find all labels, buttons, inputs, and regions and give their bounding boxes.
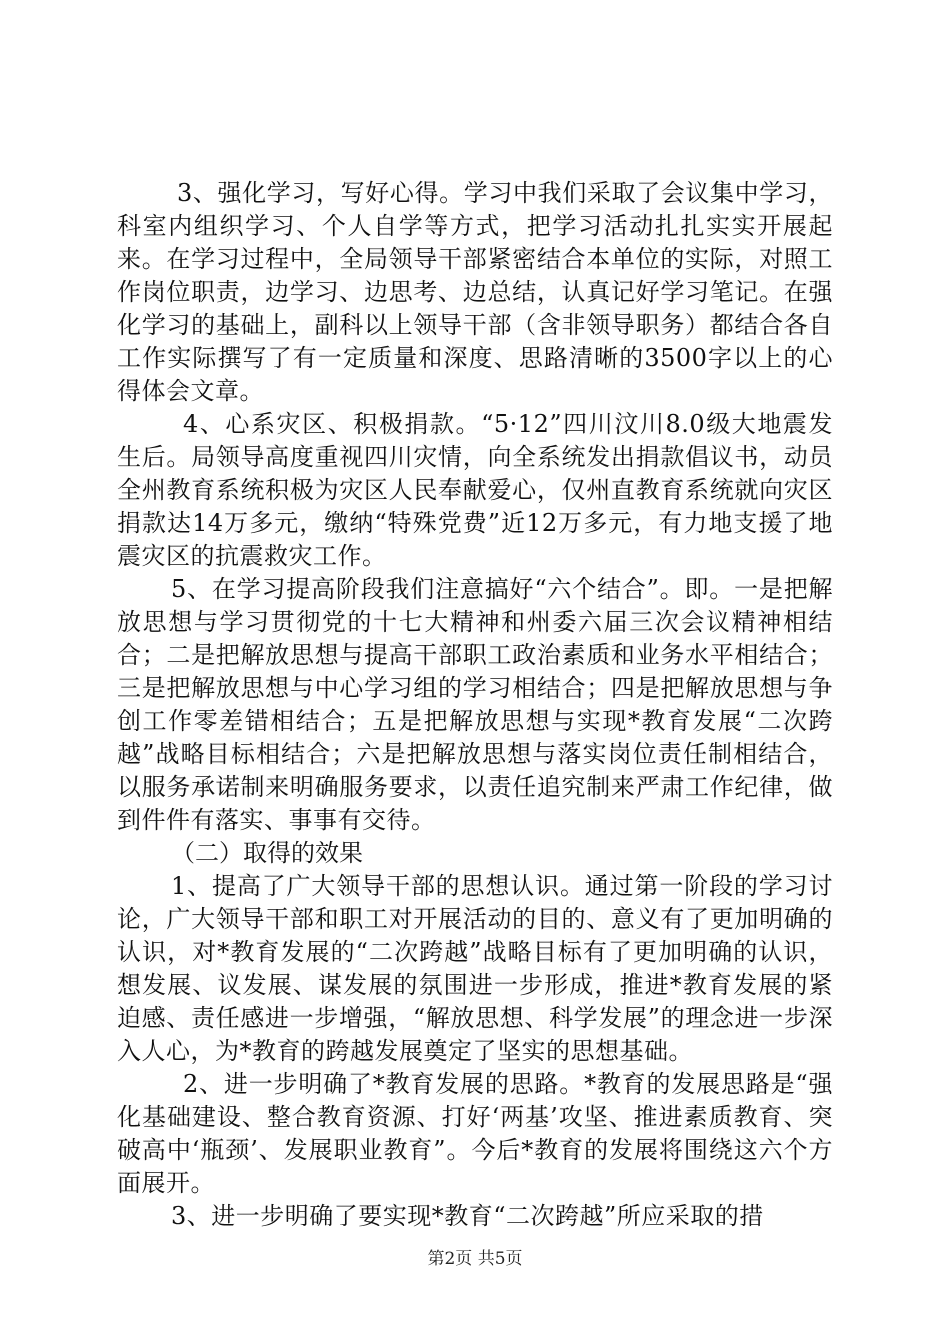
paragraph-strengthen-study: 3、强化学习，写好心得。学习中我们采取了会议集中学习，科室内组织学习、个人自学等方式，把学习活动扎扎实实开展起来。在学习过程中，全局领导干部紧密结合本单位的实际，对照工作岗位职责，边学习、边思考、边总结，认真记好学习笔记。在强化学习的基础上，副科以上领导干部（含非领导职务）都结合各自工作实际撰写了有一定质量和深度、思路清晰的3500字以上的心得体会文章。 [117,179,833,405]
paragraph-six-combinations: 5、在学习提高阶段我们注意搞好“六个结合”。即。一是把解放思想与学习贯彻党的十七大精神和州委六届三次会议精神相结合；二是把解放思想与提高干部职工政治素质和业务水平相结合；三是把解放思想与中心学习组的学习相结合；四是把解放思想与争创工作零差错相结合；五是把解放思想与实现*教育发展“二次跨越”战略目标相结合；六是把解放思想与落实岗位责任制相结合，以服务承诺制来明确服务要求，以责任追究制来严肃工作纪律，做到件件有落实、事事有交待。 [117,575,833,834]
page-number-footer: 第2页 共5页 [427,1249,523,1269]
paragraph-disaster-donation: 4、心系灾区、积极捐款。“5·12”四川汶川8.0级大地震发生后。局领导高度重视四川灾情，向全系统发出捐款倡议书，动员全州教育系统积极为灾区人民奉献爱心，仅州直教育系统就向灾区捐款达14万多元，缴纳“特殊党费”近12万多元，有力地支援了地震灾区的抗震救灾工作。 [117,410,833,570]
paragraph-result-awareness: 1、提高了广大领导干部的思想认识。通过第一阶段的学习讨论，广大领导干部和职工对开展活动的目的、意义有了更加明确的认识，对*教育发展的“二次跨越”战略目标有了更加明确的认识，想发展、议发展、谋发展的氛围进一步形成，推进*教育发展的紧迫感、责任感进一步增强，“解放思想、科学发展”的理念进一步深入人心，为*教育的跨越发展奠定了坚实的思想基础。 [117,872,833,1065]
paragraph-result-measures: 3、进一步明确了要实现*教育“二次跨越”所应采取的措 [171,1202,764,1230]
paragraph-result-development-ideas: 2、进一步明确了*教育发展的思路。*教育的发展思路是“强化基础建设、整合教育资源、打好‘两基’攻坚、推进素质教育、突破高中‘瓶颈’、发展职业教育”。今后*教育的发展将围绕这六个方面展开。 [117,1070,833,1197]
section-heading-results: （二）取得的效果 [171,839,363,867]
document-body [117,177,833,1233]
